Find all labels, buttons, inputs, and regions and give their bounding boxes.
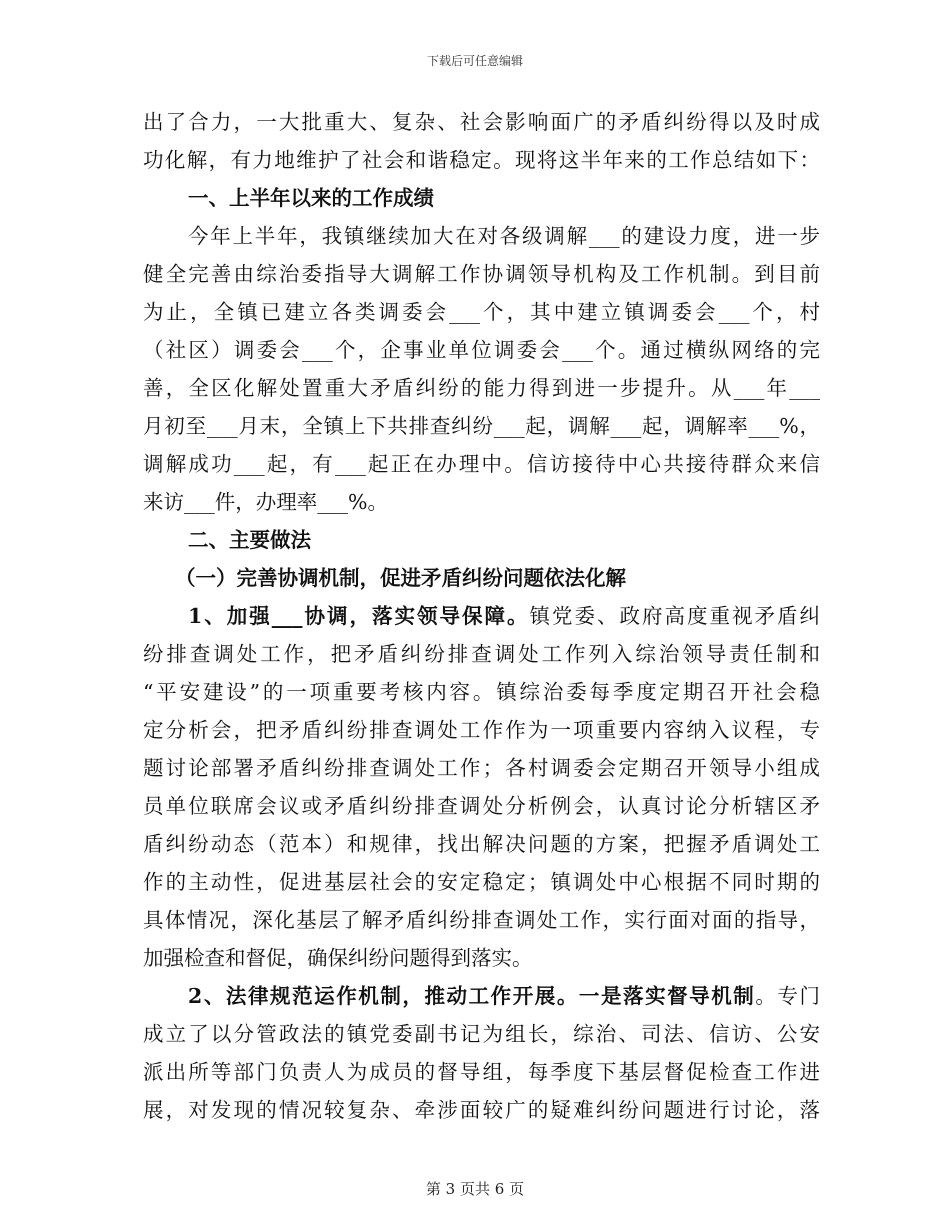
- paragraph-line: 出了合力，一大批重大、复杂、社会影响面广的矛盾纠纷得以及时成: [143, 110, 820, 134]
- paragraph-line: 健全完善由综治委指导大调解工作协调领导机构及工作机制。到目前: [143, 262, 820, 286]
- paragraph-line: 盾纠纷动态（范本）和规律，找出解决问题的方案，把握矛盾调处工: [143, 832, 820, 856]
- paragraph-line: [143, 597, 820, 635]
- item-text: 镇党委、政府高度重视矛盾纠: [529, 604, 821, 628]
- paragraph-line: 善，全区化解处置重大矛盾纠纷的能力得到进一步提升。从___年___: [143, 376, 820, 400]
- item-heading: 2、法律规范运作机制，推动工作开展。一是落实督导机制: [188, 984, 756, 1008]
- section-heading: 一、上半年以来的工作成绩: [188, 186, 434, 210]
- paragraph-line: 具体情况，深化基层了解矛盾纠纷排查调处工作，实行面对面的指导，: [143, 908, 820, 932]
- paragraph-line: 调解成功___起，有___起正在办理中。信访接待中心共接待群众来信: [143, 452, 820, 476]
- subsection-heading: （一）完善协调机制，促进矛盾纠纷问题依法化解: [175, 566, 626, 590]
- paragraph-line: 展，对发现的情况较复杂、牵涉面较广的疑难纠纷问题进行讨论，落: [143, 1098, 820, 1122]
- paragraph-line: 功化解，有力地维护了社会和谐稳定。现将这半年来的工作总结如下：: [143, 148, 820, 172]
- paragraph-line: 为止，全镇已建立各类调委会___个，其中建立镇调委会___个，村: [143, 300, 820, 324]
- paragraph-line: 加强检查和督促，确保纠纷问题得到落实。: [143, 946, 533, 970]
- item-heading: 1、加强___协调，落实领导保障。: [188, 604, 530, 628]
- paragraph-line: 今年上半年，我镇继续加大在对各级调解___的建设力度，进一步: [188, 224, 820, 248]
- paragraph-line: 派出所等部门负责人为成员的督导组，每季度下基层督促检查工作进: [143, 1060, 820, 1084]
- paragraph-line: 题讨论部署矛盾纠纷排查调处工作；各村调委会定期召开领导小组成: [143, 756, 820, 780]
- paragraph-line: 来访___件，办理率___%。: [143, 490, 388, 514]
- section-heading: 二、主要做法: [188, 528, 311, 552]
- paragraph-line: 成立了以分管政法的镇党委副书记为组长，综治、司法、信访、公安: [143, 1022, 820, 1046]
- paragraph-line: 定分析会，把矛盾纠纷排查调处工作作为一项重要内容纳入议程，专: [143, 718, 820, 742]
- paragraph-line: 月初至___月末，全镇上下共排查纠纷___起，调解___起，调解率___%，: [143, 414, 820, 438]
- page-footer: 第 3 页共 6 页: [425, 1180, 525, 1198]
- paragraph-line: 作的主动性，促进基层社会的安定稳定；镇调处中心根据不同时期的: [143, 870, 820, 894]
- paragraph-line: （社区）调委会___个，企事业单位调委会___个。通过横纵网络的完: [143, 338, 820, 362]
- item-text: 。专门: [755, 984, 820, 1008]
- paragraph-line: “平安建设”的一项重要考核内容。镇综治委每季度定期召开社会稳: [143, 680, 820, 704]
- document-body: [143, 103, 820, 1129]
- paragraph-line: [143, 977, 820, 1015]
- paragraph-line: 员单位联席会议或矛盾纠纷排查调处分析例会，认真讨论分析辖区矛: [143, 794, 820, 818]
- paragraph-line: 纷排查调处工作，把矛盾纠纷排查调处工作列入综治领导责任制和: [143, 642, 820, 666]
- page-header: 下载后可任意编辑: [426, 54, 523, 68]
